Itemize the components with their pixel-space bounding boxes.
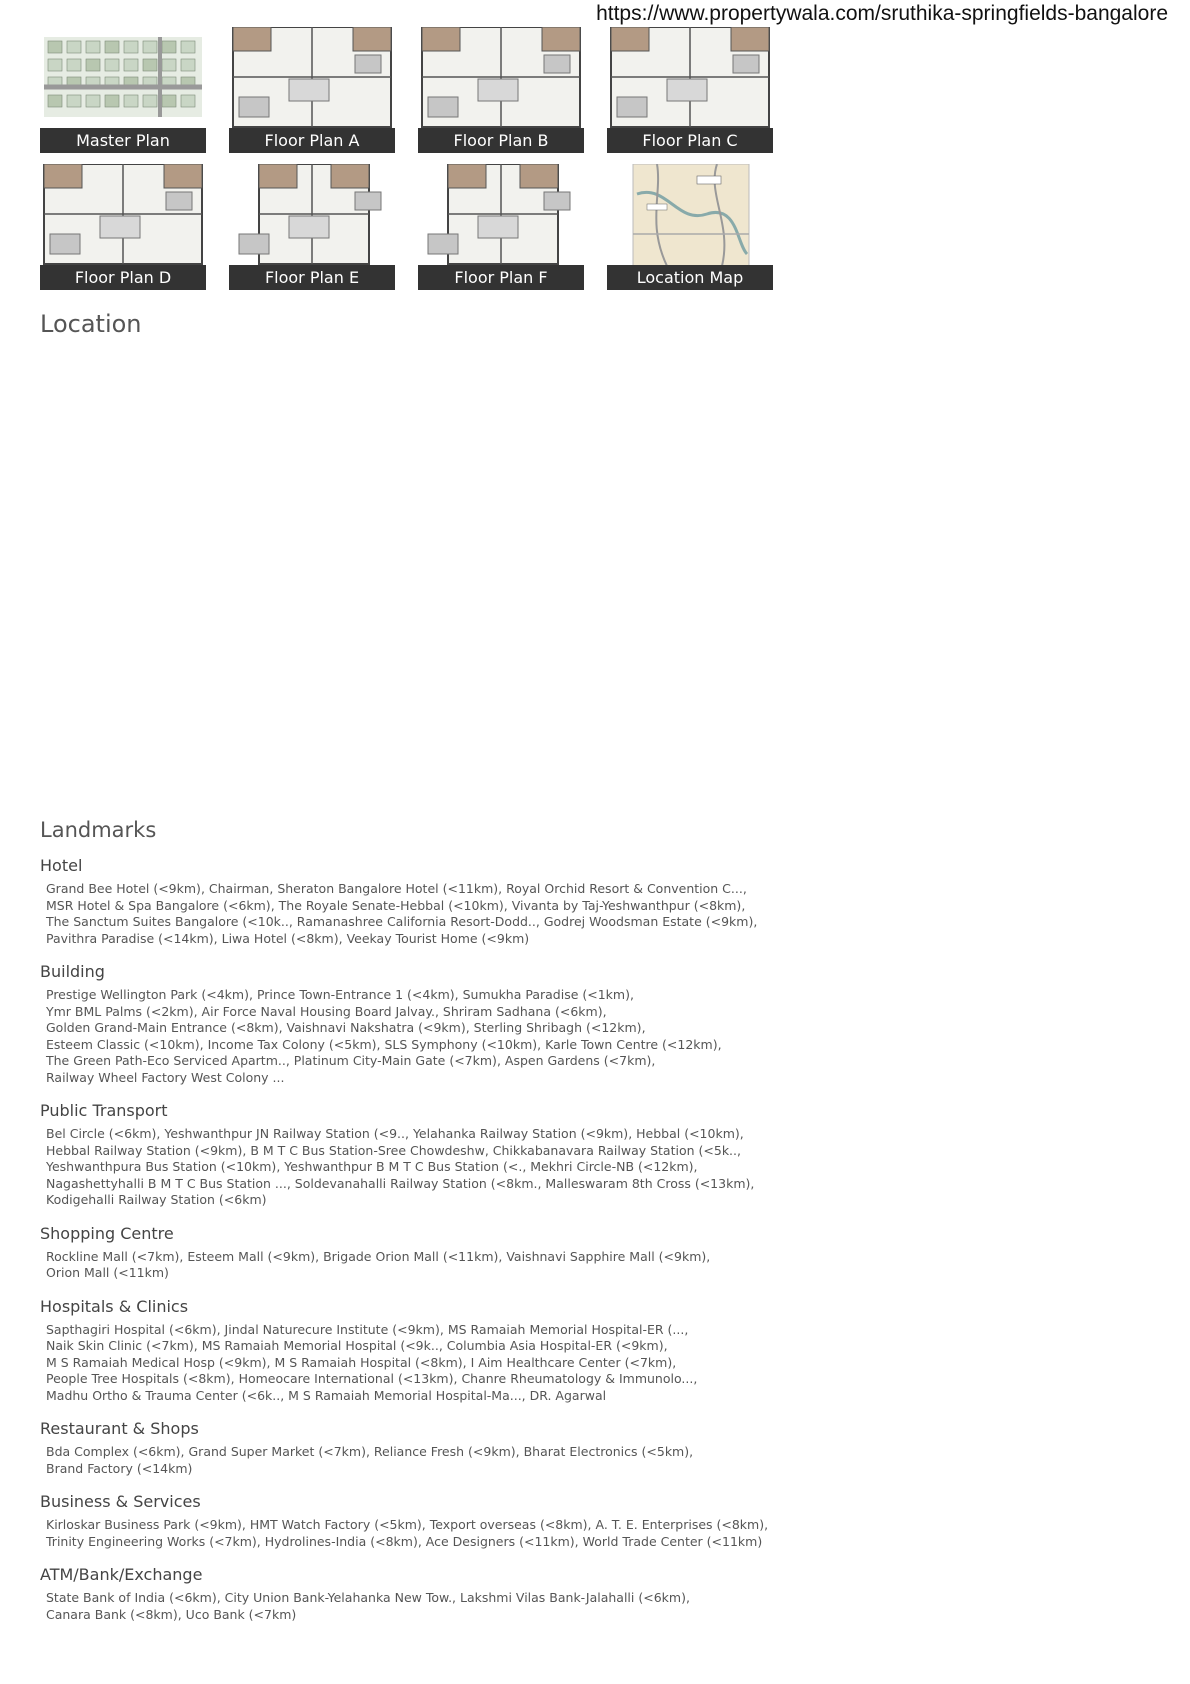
landmark-line: [46, 1322, 776, 1339]
landmark-item: People Tree Hospitals (<8km): [46, 1371, 231, 1386]
landmark-item: Hebbal Railway Station (<9km): [46, 1142, 243, 1158]
separator: ,: [689, 1444, 694, 1459]
landmark-line: [46, 1037, 776, 1054]
separator: ,: [462, 1354, 471, 1370]
landmark-item: Kodigehalli Railway Station (<6km): [46, 1192, 267, 1207]
gallery-caption: Floor Plan A: [229, 128, 395, 153]
separator: ,: [266, 1354, 275, 1370]
master-plan-image: [40, 27, 206, 129]
landmark-item: Esteem Classic (<10km): [46, 1036, 200, 1052]
landmark-item: Chairman: [208, 881, 270, 896]
separator: ,: [230, 1371, 239, 1386]
gallery-thumb[interactable]: [607, 164, 773, 290]
landmark-item: Canara Bank (<8km): [46, 1606, 178, 1622]
landmark-line: [46, 1192, 776, 1209]
landmark-item: Vivanta by Taj-Yeshwanthpur (<8km): [511, 897, 742, 913]
landmark-item: Grand Bee Hotel (<9km): [46, 881, 201, 896]
landmark-category-title: Shopping Centre: [40, 1223, 174, 1243]
landmark-item: Veekay Tourist Home (<9km): [346, 930, 530, 946]
landmark-item: Texport overseas (<8km): [429, 1517, 588, 1532]
separator: ,: [498, 881, 507, 896]
gallery-caption: Floor Plan F: [418, 265, 584, 290]
landmark-item: Prince Town-Entrance 1 (<4km): [256, 987, 455, 1002]
floor-plan-image: [40, 164, 206, 266]
landmark-line: [46, 1070, 776, 1087]
gallery-thumb[interactable]: [607, 27, 773, 153]
landmark-item: Golden Grand-Main Entrance (<8km): [46, 1020, 279, 1035]
separator: ,: [496, 1053, 505, 1068]
landmark-item: The Royale Senate-Hebbal (<10km): [278, 897, 504, 913]
landmark-item: Esteem Mall (<9km): [187, 1248, 316, 1264]
separator: ,: [242, 1142, 251, 1158]
separator: ,: [269, 881, 278, 896]
gallery-thumb[interactable]: [418, 164, 584, 290]
landmark-item: Bel Circle (<6km): [46, 1126, 157, 1141]
landmark-item: Prestige Wellington Park (<4km): [46, 987, 249, 1002]
floor-plan-image: [229, 27, 395, 129]
landmark-category-items: [46, 987, 776, 1086]
landmark-line: [46, 1534, 776, 1551]
landmark-category-title: Hospitals & Clinics: [40, 1296, 189, 1316]
separator: ,: [535, 914, 544, 929]
separator: ,: [537, 1175, 546, 1191]
landmark-line: [46, 1355, 776, 1372]
landmark-item: Hebbal (<10km): [636, 1126, 740, 1141]
landmark-item: Liwa Hotel (<8km): [221, 930, 339, 946]
separator: ,: [216, 1590, 225, 1605]
location-heading: Location: [40, 310, 142, 338]
gallery-caption: Floor Plan C: [607, 128, 773, 153]
landmark-line: [46, 1249, 776, 1266]
gallery-caption: Floor Plan D: [40, 265, 206, 290]
separator: ,: [439, 1321, 448, 1337]
landmark-item: Chanre Rheumatology & Immunolo...: [461, 1371, 694, 1386]
gallery-thumb[interactable]: [418, 27, 584, 153]
separator: ,: [156, 1126, 165, 1141]
landmark-line: [46, 1388, 776, 1405]
landmark-line: [46, 1020, 776, 1037]
landmark-item: Ace Designers (<11km): [425, 1533, 575, 1549]
landmark-item: Sumukha Paradise (<1km): [462, 987, 630, 1002]
landmark-item: Hydrolines-India (<8km): [264, 1533, 418, 1549]
separator: ,: [717, 1036, 722, 1052]
landmark-item: Bda Complex (<6km): [46, 1444, 181, 1459]
landmark-category-items: [46, 1249, 776, 1282]
separator: ,: [199, 1036, 208, 1052]
landmark-item: Income Tax Colony (<5km): [207, 1036, 377, 1052]
landmarks-heading: Landmarks: [40, 818, 157, 842]
separator: ,: [216, 1321, 225, 1337]
landmark-category-title: Building: [40, 962, 105, 981]
landmark-category-title: Public Transport: [40, 1101, 168, 1120]
separator: ,: [179, 1248, 188, 1264]
landmark-line: [46, 1176, 776, 1193]
separator: ,: [193, 1003, 202, 1019]
floor-plan-image: [418, 27, 584, 129]
separator: ,: [693, 1371, 698, 1386]
landmark-item: Godrej Woodsman Estate (<9km): [543, 914, 754, 929]
landmark-item: Vaishnavi Sapphire Mall (<9km): [506, 1248, 707, 1264]
separator: ,: [629, 987, 634, 1002]
landmark-item: Grand Super Market (<7km): [188, 1444, 366, 1459]
landmark-item: Shriram Sadhana (<6km): [442, 1003, 603, 1019]
landmark-item: Sheraton Bangalore Hotel (<11km): [277, 881, 499, 896]
gallery-thumb[interactable]: [229, 164, 395, 290]
separator: ,: [651, 1053, 656, 1068]
landmark-line: [46, 1371, 776, 1388]
landmark-item: Ymr BML Palms (<2km): [46, 1003, 194, 1019]
separator: ,: [684, 1321, 689, 1337]
landmark-item: Vaishnavi Nakshatra (<9km): [286, 1020, 466, 1035]
separator: ,: [628, 1126, 637, 1141]
landmark-item: Aspen Gardens (<7km): [504, 1053, 652, 1068]
location-map-image: [607, 164, 773, 266]
landmark-item: Reliance Fresh (<9km): [373, 1444, 516, 1459]
landmark-item: M S Ramaiah Medical Hosp (<9km): [46, 1354, 267, 1370]
landmark-item: Yeshwanthpur B M T C Bus Station (<.: [284, 1159, 523, 1174]
landmark-item: Soldevanahalli Railway Station (<8km.: [294, 1175, 538, 1191]
landmark-item: Columbia Asia Hospital-ER (<9km): [446, 1338, 664, 1353]
landmark-line: [46, 898, 776, 915]
landmark-line: [46, 1461, 776, 1478]
separator: ,: [641, 1020, 646, 1035]
landmark-item: Orion Mall (<11km): [46, 1265, 169, 1280]
landmark-line: [46, 1265, 776, 1282]
landmark-line: [46, 1004, 776, 1021]
landmark-item: State Bank of India (<6km): [46, 1590, 217, 1605]
landmark-item: Ramanashree California Resort-Dodd..: [296, 914, 536, 929]
landmark-category-items: [46, 1444, 776, 1477]
separator: ,: [453, 1371, 462, 1386]
separator: ,: [693, 1159, 698, 1174]
landmark-item: City Union Bank-Yelahanka New Tow.: [224, 1590, 453, 1605]
landmark-item: DR. Agarwal: [529, 1387, 607, 1403]
separator: ,: [438, 1338, 447, 1353]
floor-plan-image: [418, 164, 584, 266]
landmark-item: Nagashettyhalli B M T C Bus Station ...: [46, 1175, 287, 1191]
landmark-line: [46, 1126, 776, 1143]
landmark-item: Madhu Ortho & Trauma Center (<6k..: [46, 1387, 281, 1403]
landmark-item: Malleswaram 8th Cross (<13km): [545, 1175, 751, 1191]
gallery-caption: Floor Plan E: [229, 265, 395, 290]
separator: ,: [465, 1020, 474, 1035]
separator: ,: [256, 1533, 265, 1549]
separator: ,: [503, 897, 512, 913]
gallery-caption: Floor Plan B: [418, 128, 584, 153]
separator: ,: [741, 897, 746, 913]
separator: ,: [177, 1606, 186, 1622]
landmark-item: M S Ramaiah Memorial Hospital-Ma...: [288, 1387, 522, 1403]
separator: ,: [417, 1533, 426, 1549]
separator: ,: [213, 930, 222, 946]
separator: ,: [315, 1248, 324, 1264]
landmark-line: [46, 1607, 776, 1624]
gallery-caption: Location Map: [607, 265, 773, 290]
landmark-item: I Aim Healthcare Center (<7km): [470, 1354, 673, 1370]
landmark-category-title: Business & Services: [40, 1492, 201, 1511]
floor-plan-image: [607, 27, 773, 129]
separator: ,: [602, 1003, 607, 1019]
separator: ,: [537, 1036, 546, 1052]
gallery-thumb[interactable]: [40, 164, 206, 290]
separator: ,: [672, 1354, 677, 1370]
landmark-item: Karle Town Centre (<12km): [545, 1036, 718, 1052]
landmark-line: [46, 881, 776, 898]
separator: ,: [338, 930, 347, 946]
landmark-line: [46, 1053, 776, 1070]
separator: ,: [742, 881, 747, 896]
landmark-item: Rockline Mall (<7km): [46, 1248, 180, 1264]
separator: ,: [270, 897, 279, 913]
landmark-item: Lakshmi Vilas Bank-Jalahalli (<6km): [460, 1590, 686, 1605]
separator: ,: [276, 1159, 285, 1174]
separator: ,: [376, 1036, 385, 1052]
landmark-item: Pavithra Paradise (<14km): [46, 930, 214, 946]
landmark-item: Mekhri Circle-NB (<12km): [530, 1159, 694, 1174]
landmark-category-items: [46, 1517, 776, 1550]
separator: ,: [288, 914, 297, 929]
separator: ,: [434, 1003, 443, 1019]
separator: ,: [498, 1248, 507, 1264]
landmark-line: [46, 987, 776, 1004]
separator: ,: [452, 1590, 460, 1605]
landmark-item: Railway Wheel Factory West Colony ...: [46, 1069, 285, 1085]
separator: ,: [737, 1142, 741, 1158]
separator: ,: [574, 1533, 583, 1549]
landmark-item: Platinum City-Main Gate (<7km): [293, 1053, 497, 1068]
landmark-item: Jindal Naturecure Institute (<9km): [224, 1321, 440, 1337]
separator: ,: [421, 1517, 430, 1532]
landmark-category-items: [46, 1322, 776, 1405]
separator: ,: [454, 987, 463, 1002]
landmark-item: Trinity Engineering Works (<7km): [46, 1533, 257, 1549]
landmark-line: [46, 914, 776, 931]
landmark-item: Sterling Shribagh (<12km): [473, 1020, 642, 1035]
separator: ,: [587, 1517, 596, 1532]
separator: ,: [280, 1387, 289, 1403]
separator: ,: [685, 1590, 690, 1605]
gallery-thumb[interactable]: [40, 27, 206, 153]
landmark-item: The Sanctum Suites Bangalore (<10k..: [46, 914, 289, 929]
landmark-item: Air Force Naval Housing Board Jalvay.: [201, 1003, 435, 1019]
landmark-category-items: [46, 1126, 776, 1209]
landmark-item: M S Ramaiah Hospital (<8km): [274, 1354, 463, 1370]
landmark-line: [46, 1143, 776, 1160]
separator: ,: [278, 1020, 287, 1035]
separator: ,: [706, 1248, 711, 1264]
gallery-thumb[interactable]: [229, 27, 395, 153]
landmark-item: SLS Symphony (<10km): [384, 1036, 538, 1052]
landmark-item: Yeshwanthpura Bus Station (<10km): [46, 1159, 277, 1174]
landmark-item: B M T C Bus Station-Sree Chowdeshw: [250, 1142, 485, 1158]
landmark-line: [46, 931, 776, 948]
separator: ,: [521, 1387, 530, 1403]
landmark-item: Homeocare International (<13km): [238, 1371, 454, 1386]
landmark-item: Royal Orchid Resort & Convention C...: [506, 881, 743, 896]
landmark-item: Uco Bank (<7km): [185, 1606, 297, 1622]
separator: ,: [484, 1142, 493, 1158]
separator: ,: [180, 1444, 189, 1459]
landmark-category-title: ATM/Bank/Exchange: [40, 1565, 203, 1584]
landmark-line: [46, 1444, 776, 1461]
landmark-category-items: [46, 1590, 776, 1623]
landmark-item: Bharat Electronics (<5km): [523, 1444, 690, 1459]
gallery-caption: Master Plan: [40, 128, 206, 153]
separator: ,: [248, 987, 257, 1002]
landmark-item: HMT Watch Factory (<5km): [249, 1517, 422, 1532]
landmark-line: [46, 1338, 776, 1355]
separator: ,: [193, 1338, 202, 1353]
landmark-item: A. T. E. Enterprises (<8km): [595, 1517, 765, 1532]
landmark-item: The Green Path-Eco Serviced Apartm..: [46, 1053, 286, 1068]
separator: ,: [405, 1126, 413, 1141]
landmark-category-items: [46, 881, 776, 947]
separator: ,: [750, 1175, 755, 1191]
landmark-item: Naik Skin Clinic (<7km): [46, 1338, 194, 1353]
page-url-link[interactable]: https://www.propertywala.com/sruthika-springfields-bangalore: [596, 2, 1168, 25]
separator: ,: [663, 1338, 668, 1353]
landmark-category-title: Hotel: [40, 856, 83, 875]
landmark-line: [46, 1159, 776, 1176]
separator: ,: [522, 1159, 531, 1174]
landmark-line: [46, 1590, 776, 1607]
separator: ,: [515, 1444, 524, 1459]
separator: ,: [286, 1175, 295, 1191]
separator: ,: [365, 1444, 374, 1459]
landmark-item: Yeshwanthpur JN Railway Station (<9..: [164, 1126, 405, 1141]
landmark-category-title: Restaurant & Shops: [40, 1419, 199, 1438]
landmark-item: World Trade Center (<11km): [582, 1533, 763, 1549]
landmark-item: Sapthagiri Hospital (<6km): [46, 1321, 217, 1337]
landmark-item: Brand Factory (<14km): [46, 1460, 193, 1476]
separator: ,: [764, 1517, 769, 1532]
separator: ,: [739, 1126, 744, 1141]
landmark-item: MSR Hotel & Spa Bangalore (<6km): [46, 897, 271, 913]
separator: ,: [753, 914, 758, 929]
landmark-item: Yelahanka Railway Station (<9km): [412, 1126, 629, 1141]
separator: ,: [285, 1053, 294, 1068]
landmark-item: MS Ramaiah Memorial Hospital (<9k..: [201, 1338, 439, 1353]
separator: ,: [200, 881, 209, 896]
landmark-item: Kirloskar Business Park (<9km): [46, 1517, 242, 1532]
floor-plan-image: [229, 164, 395, 266]
separator: ,: [241, 1517, 250, 1532]
landmark-item: Chikkabanavara Railway Station (<5k..: [492, 1142, 738, 1158]
landmark-item: MS Ramaiah Memorial Hospital-ER (...: [447, 1321, 685, 1337]
landmark-line: [46, 1517, 776, 1534]
landmark-item: Brigade Orion Mall (<11km): [323, 1248, 499, 1264]
